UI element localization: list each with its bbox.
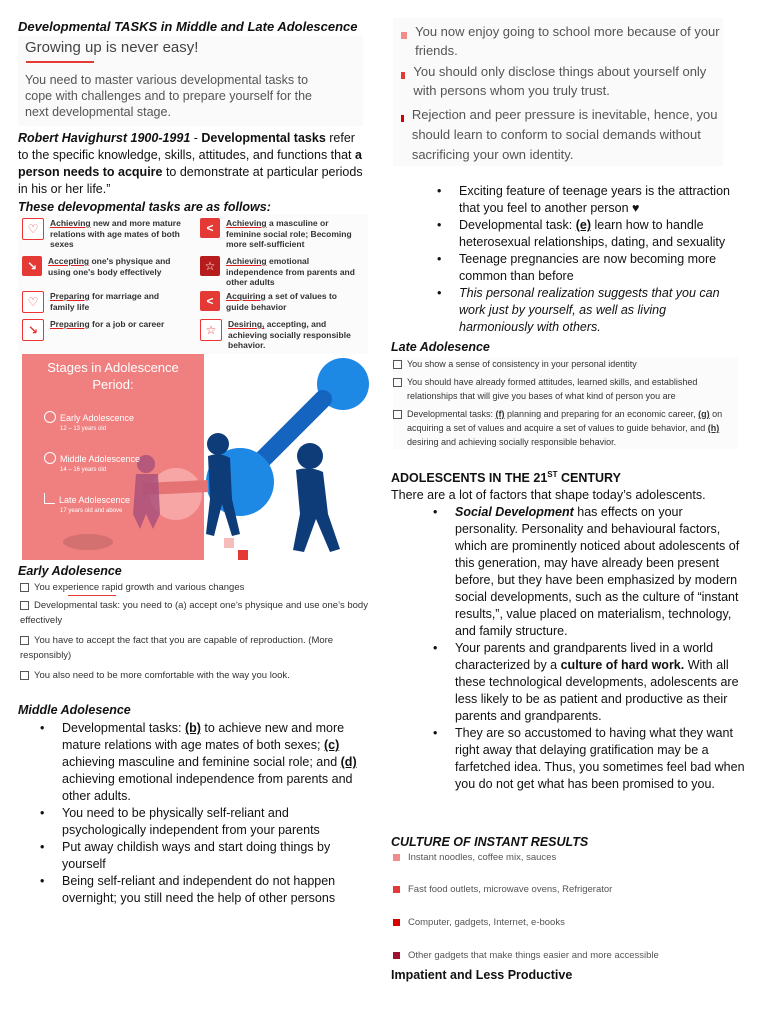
bullet-square-icon	[393, 886, 400, 893]
checkbox-icon	[20, 671, 29, 680]
compass-icon	[44, 411, 56, 423]
middle-item: • Developmental tasks: (b) to achieve new and more mature relations with age mates of both sexes; (c) achieving masculine and feminine social role; and (d) achieving emotional independence from parents and other adults.	[62, 720, 367, 805]
stage-name: Middle Adolescence	[60, 454, 141, 464]
bullet-square-icon	[393, 854, 400, 861]
stage-ages: 17 years old and above	[60, 508, 123, 514]
late-heading: Late Adolesence	[391, 340, 490, 354]
middle-heading: Middle Adolesence	[18, 703, 131, 717]
page-title: Developmental TASKS in Middle and Late Adolescence	[18, 19, 358, 34]
heart-icon: ♡	[22, 291, 44, 313]
instant-item: Other gadgets that make things easier and more accessible	[393, 950, 659, 961]
task-item	[22, 218, 182, 250]
c21-intro: There are a lot of factors that shape today’s adolescents.	[391, 488, 706, 502]
early-item: You experience rapid growth and various changes	[20, 580, 372, 595]
intro-text2: to demonstrate at particular periods in his or her life.”	[18, 165, 363, 196]
late-list	[393, 357, 738, 449]
slide-underline	[26, 61, 94, 63]
late-item: You show a sense of consistency in your personal identity	[393, 357, 738, 371]
task-item	[22, 319, 182, 341]
task-item	[200, 291, 362, 312]
stages-title: Stages in Adolescence Period:	[47, 360, 179, 392]
stage-item	[44, 408, 134, 432]
instant-footer: Impatient and Less Productive	[391, 968, 573, 982]
target-icon	[44, 452, 56, 464]
c21-item: • Your parents and grandparents lived in a world characterized by a culture of hard work. With all these technological developments, adolescents are less likely to be as patient and productive as their parents and grandparents.	[455, 640, 745, 725]
author-name: Robert Havighurst 1900-1991	[18, 131, 191, 145]
task-lead: Desiring,	[228, 319, 265, 329]
intro-bold: a person needs to acquire	[18, 148, 362, 179]
instant-item: Fast food outlets, microwave ovens, Refrigerator	[393, 884, 612, 895]
arrow-in-icon: ↘	[22, 256, 42, 276]
checkbox-icon	[393, 410, 402, 419]
late-item: Developmental tasks: (f) planning and preparing for an economic career, (g) on acquiring a set of values and acquire a set of values to guide behavior, and (h) desiring and achieving socially responsible behavior.	[393, 407, 738, 449]
romance-item: • Developmental task: (e) learn how to handle heterosexual relationships, dating, and sexuality	[459, 217, 741, 251]
checkbox-icon	[393, 378, 402, 387]
chart-icon	[44, 493, 55, 504]
slide-item: You now enjoy going to school more because of your friends.	[401, 22, 721, 60]
stage-item	[44, 490, 130, 514]
romance-item: • This personal realization suggests that you can work just by yourself, as well as living harmoniously with others.	[459, 285, 741, 336]
checkbox-icon	[20, 583, 29, 592]
bullet-square-icon	[401, 72, 405, 79]
checkbox-icon	[20, 636, 29, 645]
term: Developmental tasks	[201, 131, 326, 145]
task-rest: for a job or career	[89, 319, 165, 329]
task-rest: for marriage and family life	[50, 291, 160, 312]
task-item	[200, 319, 362, 351]
sep: -	[190, 131, 202, 145]
early-underline	[68, 595, 116, 596]
bullet-square-icon	[393, 952, 400, 959]
share-icon: <	[200, 218, 220, 238]
stage-ages: 14 – 16 years old	[60, 467, 107, 473]
task-rest: one's physique and using one's body effectively	[48, 256, 171, 277]
slide-growing-up	[18, 36, 363, 126]
task-lead: Acquiring	[226, 291, 266, 301]
task-lead: Achieving	[50, 218, 91, 228]
task-rest: new and more mature relations with age mates of both sexes	[50, 218, 181, 249]
early-item: You have to accept the fact that you are capable of reproduction. (More responsibly)	[20, 635, 334, 661]
arrow-in-icon: ↘	[22, 319, 44, 341]
slide-heading: Growing up is never easy!	[25, 39, 199, 56]
havighurst-paragraph	[18, 130, 366, 198]
task-rest: a set of values to guide behavior	[226, 291, 338, 312]
instant-heading: CULTURE OF INSTANT RESULTS	[391, 835, 589, 849]
slide-body: You need to master various developmental tasks to cope with challenges and to prepare yourself for the next developmental stage.	[25, 73, 312, 119]
stages-image	[18, 354, 372, 560]
star-icon: ☆	[200, 319, 222, 341]
stage-name: Early Adolescence	[60, 413, 135, 423]
early-item: Developmental task: you need to (a) accept one’s physique and use one’s body effectively	[20, 600, 368, 626]
bullet-square-icon	[401, 32, 407, 39]
slide-item: You should only disclose things about yourself only with persons whom you truly trust.	[401, 62, 721, 100]
instant-item: Instant noodles, coffee mix, sauces	[393, 852, 556, 863]
romance-item: • Exciting feature of teenage years is the attraction that you feel to another person ♥	[459, 183, 741, 217]
early-item: You also need to be more comfortable with the way you look.	[20, 668, 372, 683]
slide-item: Rejection and peer pressure is inevitable, hence, you should learn to conform to social demands without sacrificing your own identity.	[401, 105, 721, 165]
early-list	[20, 580, 372, 683]
checkbox-icon	[393, 360, 402, 369]
task-item	[22, 256, 182, 277]
slide-friends	[393, 18, 723, 166]
c21-item: • Social Development has effects on your personality. Personality and behavioural factors, which are prominently noticed about adolescents of this generation, may have already been present before, but they have been emphasized by modern social developments, such as the culture of “instant results,”, value placed on materialism, technology, and family structure.	[455, 504, 745, 640]
task-rest: a masculine or feminine social role; Becoming more self-sufficient	[226, 218, 352, 249]
bullet-square-icon	[393, 919, 400, 926]
star-icon: ☆	[200, 256, 220, 276]
task-lead: Achieving	[226, 256, 267, 266]
checkbox-icon	[20, 601, 29, 610]
tasks-heading: These delevopmental tasks are as follows:	[18, 200, 271, 214]
stage-item	[44, 449, 140, 473]
stage-name: Late Adolescence	[59, 495, 131, 505]
task-rest: accepting, and achieving socially responsible behavior.	[228, 319, 351, 350]
early-heading: Early Adolesence	[18, 564, 122, 578]
c21-item: • They are so accustomed to having what they want right away that delaying gratification may be a farfetched idea. Thus, you sometimes feel bad when you do not get what has been promised to you.	[455, 725, 745, 793]
instant-item: Computer, gadgets, Internet, e-books	[393, 917, 565, 928]
task-lead: Achieving	[226, 218, 267, 228]
bullet-square-icon	[401, 115, 404, 122]
romance-item: • Teenage pregnancies are now becoming more common than before	[459, 251, 741, 285]
heart-icon: ♡	[22, 218, 44, 240]
task-item	[200, 256, 362, 288]
tasks-grid	[18, 214, 368, 354]
middle-item: • You need to be physically self-reliant and psychologically independent from your parents	[62, 805, 367, 839]
task-item	[22, 291, 182, 313]
task-item	[200, 218, 362, 250]
task-lead: Accepting	[48, 256, 90, 266]
middle-item: • Being self-reliant and independent do not happen overnight; you still need the help of other persons	[62, 873, 367, 907]
late-item: You should have already formed attitudes, learned skills, and established relationships that will give you bases of what kind of person you are	[393, 375, 738, 403]
intro-text1: refer to the specific knowledge, skills, attitudes, and functions that	[18, 131, 355, 162]
stage-ages: 12 – 13 years old	[60, 426, 107, 432]
task-rest: emotional independence from parents and other adults	[226, 256, 355, 287]
romance-list	[459, 183, 741, 336]
middle-list	[62, 720, 367, 907]
c21-heading: ADOLESCENTS IN THE 21ST CENTURY	[391, 470, 621, 486]
c21-list	[455, 504, 745, 793]
middle-item: • Put away childish ways and start doing things by yourself	[62, 839, 367, 873]
share-icon: <	[200, 291, 220, 311]
task-lead: Preparing	[50, 291, 90, 301]
task-lead: Preparing	[50, 319, 90, 329]
